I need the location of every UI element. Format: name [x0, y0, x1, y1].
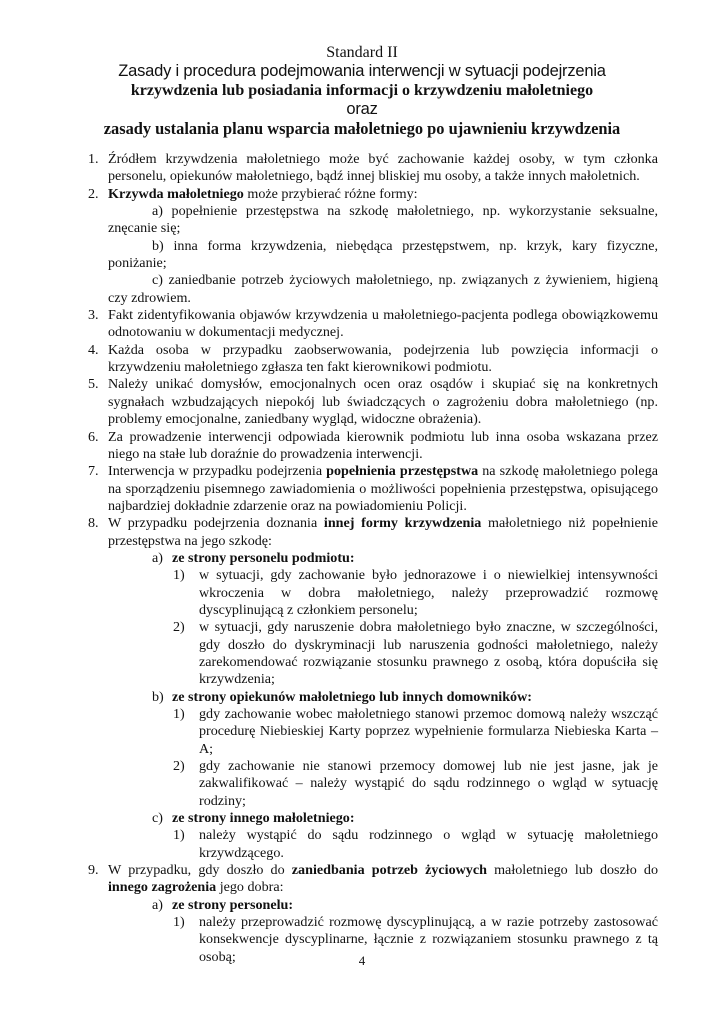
- point-text: w sytuacji, gdy naruszenie dobra małoletniego było znaczne, w szczególności, gdy doszło do dyskryminacji lub naruszenia godności małoletniego, należy zarekomendować rozwiązanie stosunku prawnego z osobą, która dopuściła się krzywdzenia;: [199, 619, 658, 688]
- item-number: 5.: [88, 376, 99, 393]
- list-item-6: [88, 429, 658, 464]
- point-text: gdy zachowanie wobec małoletniego stanowi przemoc domową należy wszcząć procedurę Niebieskiej Karty poprzez wypełnienie formularza Niebieska Karta – A;: [199, 706, 658, 757]
- standard-label: Standard II: [326, 44, 398, 61]
- title-line-4: zasady ustalania planu wsparcia małoletniego po ujawnieniu krzywdzenia: [103, 119, 621, 138]
- point-8b-1: [88, 706, 658, 758]
- point-8a-1: [88, 567, 658, 619]
- item-number: 8.: [88, 515, 99, 532]
- item-text: W przypadku, gdy doszło do: [108, 862, 292, 879]
- subitem-letter: a): [152, 549, 163, 566]
- page-number: 4: [358, 953, 366, 968]
- point-number: 2): [173, 619, 185, 636]
- point-text: należy wystąpić do sądu rodzinnego o wgląd w sytuację małoletniego krzywdzącego.: [199, 827, 658, 861]
- point-text: należy przeprowadzić rozmowę dyscyplinującą, a w razie potrzeby zastosować konsekwencje dyscyplinarne, łącznie z rozwiązaniem stosunku prawnego z tą osobą;: [199, 914, 658, 965]
- document-header: [60, 44, 664, 138]
- list-item-3: [88, 307, 658, 342]
- item-text: na szkodę małoletniego polega na sporządzeniu pisemnego zawiadomienia o możliwości popełnienia przestępstwa, opisującego najbardziej dokładnie zdarzenie oraz na powiadomieniu Policji.: [108, 463, 658, 514]
- point-number: 2): [173, 758, 185, 775]
- form-c: c) zaniedbanie potrzeb życiowych małoletniego, np. związanych z żywieniem, higieną czy zdrowiem.: [108, 272, 658, 306]
- point-8a-2: [88, 619, 658, 688]
- item-number: 2.: [88, 185, 99, 202]
- list-item-1: [88, 151, 658, 186]
- subitem-label: ze strony innego małoletniego:: [172, 810, 355, 827]
- item-text: W przypadku podejrzenia doznania: [108, 515, 324, 532]
- item-number: 9.: [88, 862, 99, 879]
- document-body: [88, 151, 658, 966]
- subitem-8a: [88, 550, 658, 567]
- title-line-3: oraz: [346, 100, 378, 118]
- list-item-9: [88, 862, 658, 897]
- point-text: gdy zachowanie nie stanowi przemocy domowej lub nie jest jasne, jak je zakwalifikować – należy wystąpić do sądu rodzinnego o wgląd w sytuację rodziny;: [199, 758, 658, 809]
- item-number: 7.: [88, 463, 99, 480]
- point-text: w sytuacji, gdy zachowanie było jednorazowe i o niewielkiej intensywności wkroczenia w dobra małoletniego, należy przeprowadzić rozmowę dyscyplinującą z członkiem personelu;: [199, 567, 658, 618]
- form-a: a) popełnienie przestępstwa na szkodę małoletniego, np. wykorzystanie seksualne, znęcanie się;: [108, 203, 658, 237]
- list-item-2: [88, 186, 658, 307]
- point-number: 1): [173, 706, 185, 722]
- item-number: 3.: [88, 307, 99, 324]
- item-bold-text: popełnienia przestępstwa: [326, 463, 479, 480]
- subitem-label: ze strony personelu:: [172, 896, 294, 913]
- item-number: 6.: [88, 428, 99, 445]
- item-bold-text: innego zagrożenia: [108, 879, 217, 896]
- point-number: 1): [173, 914, 185, 931]
- subitem-letter: a): [152, 896, 163, 913]
- list-item-4: [88, 342, 658, 377]
- item-text: Źródłem krzywdzenia małoletniego może być zachowanie każdej osoby, w tym członka personelu, opiekunów małoletniego, bądź innej bliskiej mu osoby, a także innych małoletnich.: [108, 151, 658, 185]
- item-text: Za prowadzenie interwencji odpowiada kierownik podmiotu lub inna osoba wskazana przez niego na stałe lub doraźnie do prowadzenia interwencji.: [108, 428, 658, 462]
- list-item-5: [88, 376, 658, 428]
- item-bold-text: innej formy krzywdzenia: [323, 515, 482, 532]
- subitem-label: ze strony personelu podmiotu:: [172, 549, 355, 566]
- item-text: Interwencja w przypadku podejrzenia: [108, 463, 327, 480]
- item-text: jego dobra:: [216, 879, 284, 896]
- title-line-2: krzywdzenia lub posiadania informacji o krzywdzeniu małoletniego: [130, 82, 594, 99]
- subitem-letter: c): [152, 810, 163, 827]
- subitem-9a: [88, 897, 658, 914]
- item-text: Należy unikać domysłów, emocjonalnych ocen oraz osądów i skupiać się na konkretnych sygnałach wzbudzających niepokój lub świadczących o zagrożeniu dobra małoletniego (np. problemy emocjonalne, zaniedbany wygląd, widoczne obrażenia).: [108, 376, 658, 428]
- title-line-1: Zasady i procedura podejmowania interwencji w sytuacji podejrzenia: [118, 62, 606, 80]
- subitem-label: ze strony opiekunów małoletniego lub innych domowników:: [172, 688, 532, 705]
- item-text: małoletniego lub doszło do: [486, 862, 658, 879]
- item-bold-text: Krzywda małoletniego: [108, 185, 244, 202]
- item-number: 4.: [88, 341, 99, 358]
- point-8b-2: [88, 758, 658, 810]
- point-number: 1): [173, 827, 185, 844]
- subitem-8c: [88, 810, 658, 827]
- point-8c-1: [88, 827, 658, 862]
- item-text: może przybierać różne formy:: [243, 185, 418, 202]
- subitem-letter: b): [152, 688, 164, 705]
- subitem-8b: [88, 689, 658, 706]
- point-number: 1): [173, 567, 185, 584]
- list-item-8: [88, 515, 658, 550]
- item-bold-text: zaniedbania potrzeb życiowych: [291, 862, 487, 879]
- item-text: Każda osoba w przypadku zaobserwowania, podejrzenia lub powzięcia informacji o krzywdzeniu małoletniego zgłasza ten fakt kierownikowi podmiotu.: [108, 341, 658, 376]
- form-b: b) inna forma krzywdzenia, niebędąca przestępstwem, np. krzyk, kary fizyczne, poniżanie;: [108, 237, 658, 272]
- item-text: małoletniego niż popełnienie przestępstwa na jego szkodę:: [108, 515, 658, 549]
- item-text: Fakt zidentyfikowania objawów krzywdzenia u małoletniego-pacjenta podlega obowiązkowemu odnotowaniu w dokumentacji medycznej.: [108, 307, 658, 341]
- list-item-7: [88, 463, 658, 515]
- item-number: 1.: [88, 151, 99, 167]
